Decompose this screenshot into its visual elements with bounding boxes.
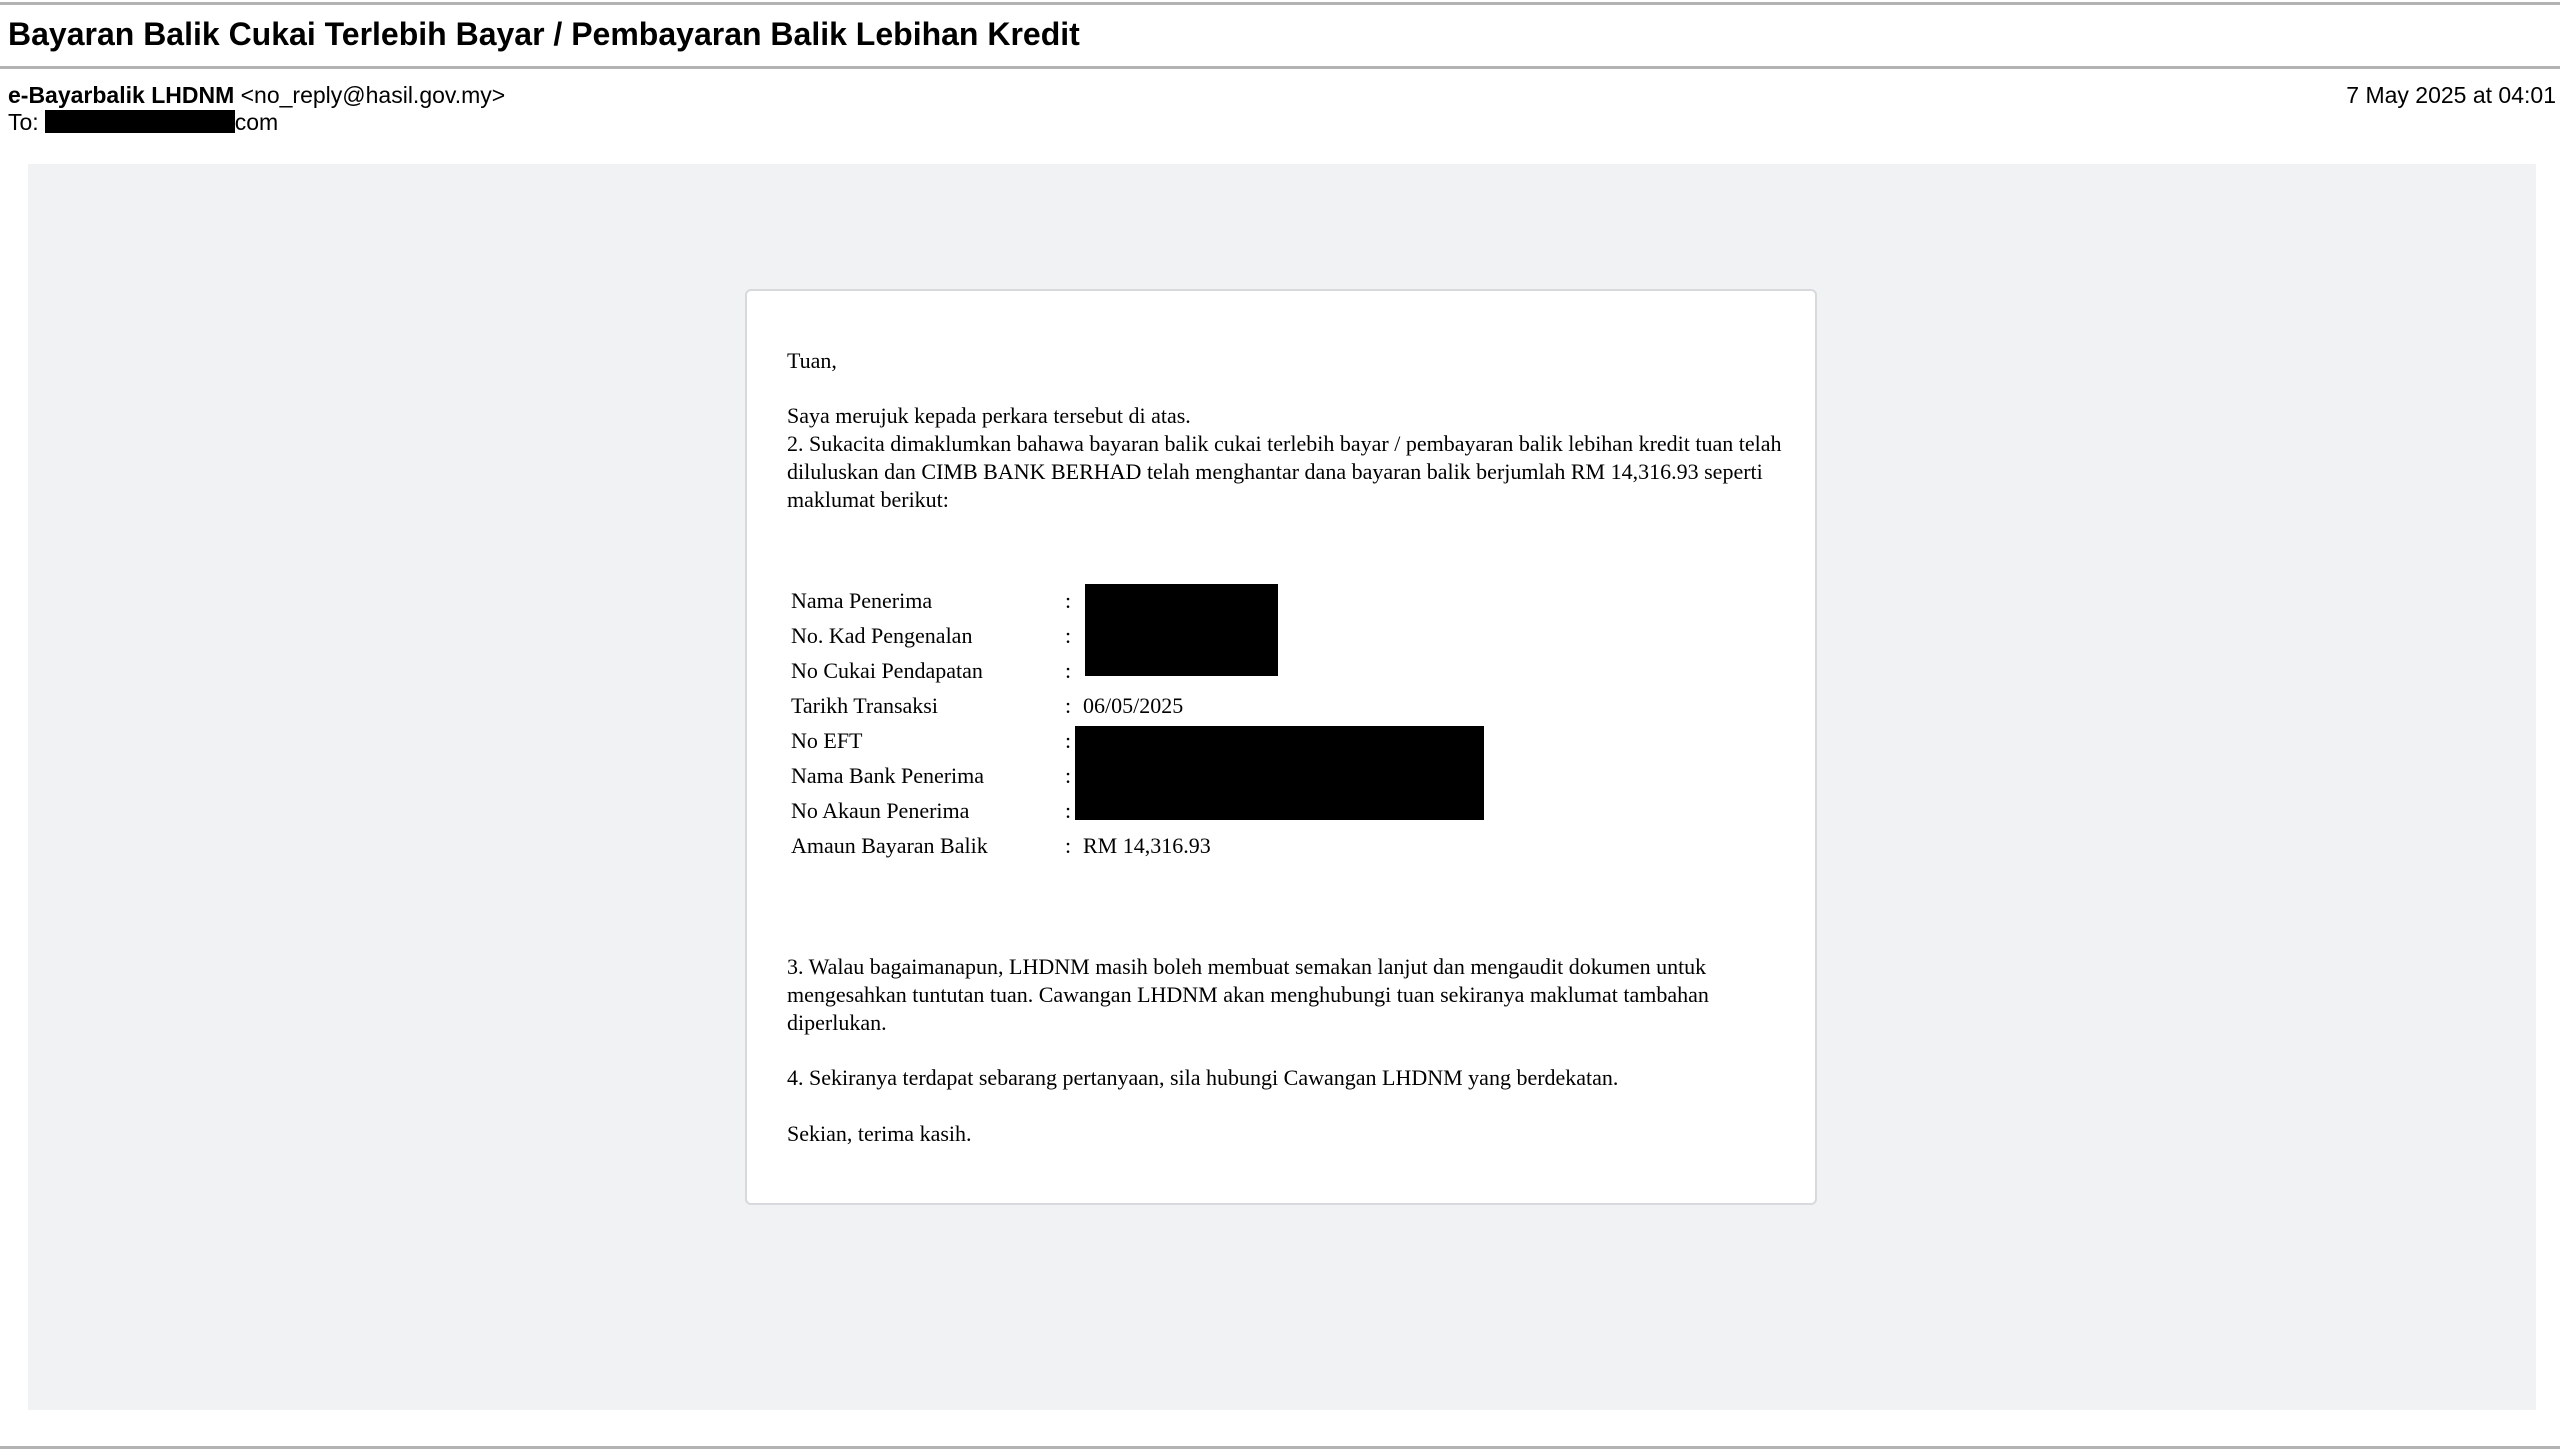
detail-colon: : xyxy=(1065,798,1072,823)
recipient-label: To: xyxy=(8,109,39,135)
salutation: Tuan, xyxy=(787,348,837,373)
paragraph-3: 3. Walau bagaimanapun, LHDNM masih boleh membuat semakan lanjut dan mengaudit dokumen untuk mengesahkan tuntutan tuan. Cawangan LHDNM akan menghubungi tuan sekiranya maklumat tambahan diperlukan. xyxy=(787,954,1709,1035)
detail-colon: : xyxy=(1065,693,1072,718)
sender-name[interactable]: e-Bayarbalik LHDNM xyxy=(8,82,235,108)
detail-label: Tarikh Transaksi xyxy=(791,693,938,718)
closing: Sekian, terima kasih. xyxy=(787,1121,972,1146)
sender-line xyxy=(8,81,505,109)
detail-colon: : xyxy=(1065,728,1072,753)
detail-row-transaction-date xyxy=(791,688,1691,723)
sender-address[interactable]: <no_reply@hasil.gov.my> xyxy=(240,82,506,108)
detail-label: No EFT xyxy=(791,728,863,753)
detail-row-refund-amount xyxy=(791,828,1691,863)
recipient-line xyxy=(8,108,278,136)
recipient-redaction xyxy=(45,110,235,133)
intro-line-2: 2. Sukacita dimaklumkan bahawa bayaran balik cukai terlebih bayar / pembayaran balik lebihan kredit tuan telah diluluskan dan CIMB BANK BERHAD telah menghantar dana bayaran balik berjumlah RM 14,316.93 seperti maklumat berikut: xyxy=(787,431,1782,512)
detail-label: Amaun Bayaran Balik xyxy=(791,833,988,858)
intro-paragraph xyxy=(787,402,1787,514)
detail-colon: : xyxy=(1065,763,1072,788)
detail-label: No. Kad Pengenalan xyxy=(791,623,973,648)
paragraph-4: 4. Sekiranya terdapat sebarang pertanyaan, sila hubungi Cawangan LHDNM yang berdekatan. xyxy=(787,1065,1619,1090)
top-divider xyxy=(0,2,2560,5)
email-date: 7 May 2025 at 04:01 xyxy=(2346,82,2556,108)
detail-label: No Cukai Pendapatan xyxy=(791,658,983,683)
detail-colon: : xyxy=(1065,623,1072,648)
detail-colon: : xyxy=(1065,833,1072,858)
intro-line-1: Saya merujuk kepada perkara tersebut di atas. xyxy=(787,403,1191,428)
redaction-block-bank xyxy=(1075,726,1484,820)
detail-colon: : xyxy=(1065,588,1072,613)
redaction-block-identity xyxy=(1085,584,1278,676)
detail-value: 06/05/2025 xyxy=(1083,693,1184,718)
email-subject: Bayaran Balik Cukai Terlebih Bayar / Pembayaran Balik Lebihan Kredit xyxy=(8,16,1080,52)
recipient-suffix[interactable]: com xyxy=(234,109,279,135)
detail-colon: : xyxy=(1065,658,1072,683)
detail-label: Nama Penerima xyxy=(791,588,933,613)
bottom-divider xyxy=(0,1446,2560,1449)
detail-label: No Akaun Penerima xyxy=(791,798,970,823)
detail-value: RM 14,316.93 xyxy=(1083,833,1211,858)
header-divider xyxy=(0,66,2560,69)
detail-label: Nama Bank Penerima xyxy=(791,763,985,788)
